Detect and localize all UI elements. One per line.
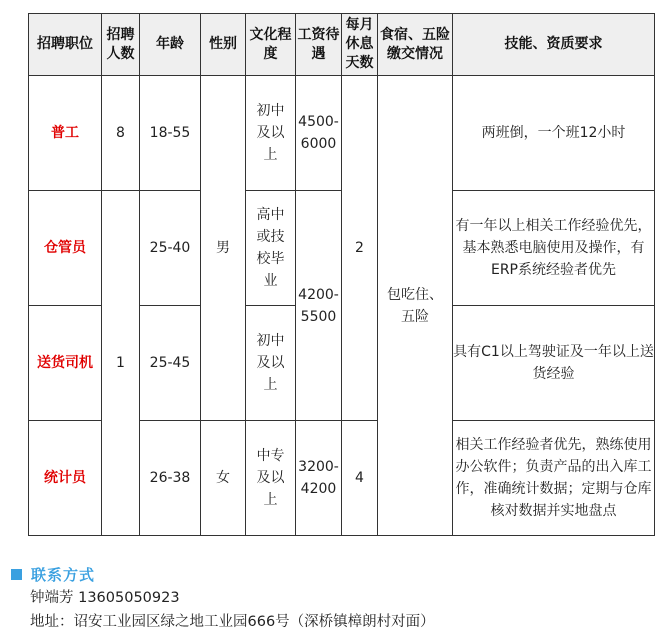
salary-cell: 4500- 6000 xyxy=(296,76,342,191)
education-cell: 初中 及以 上 xyxy=(246,306,296,421)
table-header-row xyxy=(29,14,655,76)
table-row xyxy=(29,76,655,191)
count-cell: 8 xyxy=(102,76,140,191)
header-age: 年龄 xyxy=(140,14,201,76)
header-benefits: 食宿、五险缴交情况 xyxy=(378,14,453,76)
age-cell: 25-40 xyxy=(140,191,201,306)
gender-cell: 男 xyxy=(201,76,246,421)
header-position: 招聘职位 xyxy=(29,14,102,76)
age-cell: 26-38 xyxy=(140,421,201,536)
position-cell: 仓管员 xyxy=(29,191,102,306)
contact-person: 钟端芳 13605050923 xyxy=(30,590,180,606)
position-cell: 统计员 xyxy=(29,421,102,536)
square-bullet-icon xyxy=(11,569,22,580)
rest-days-cell: 4 xyxy=(342,421,378,536)
age-cell: 25-45 xyxy=(140,306,201,421)
contact-section xyxy=(0,562,664,634)
skills-cell: 两班倒，一个班12小时 xyxy=(453,76,655,191)
skills-cell: 具有C1以上驾驶证及一年以上送货经验 xyxy=(453,306,655,421)
contact-title xyxy=(11,562,664,586)
education-cell: 中专 及以 上 xyxy=(246,421,296,536)
contact-address: 地址：诏安工业园区绿之地工业园666号（深桥镇樟朗村对面） xyxy=(30,614,435,630)
salary-cell: 4200- 5500 xyxy=(296,191,342,421)
header-gender: 性别 xyxy=(201,14,246,76)
gender-cell: 女 xyxy=(201,421,246,536)
recruitment-table xyxy=(28,13,655,536)
header-count: 招聘人数 xyxy=(102,14,140,76)
skills-cell: 有一年以上相关工作经验优先，基本熟悉电脑使用及操作，有ERP系统经验者优先 xyxy=(453,191,655,306)
age-cell: 18-55 xyxy=(140,76,201,191)
header-skills: 技能、资质要求 xyxy=(453,14,655,76)
education-cell: 高中 或技 校毕 业 xyxy=(246,191,296,306)
benefits-cell: 包吃住、 五险 xyxy=(378,76,453,536)
position-cell: 送货司机 xyxy=(29,306,102,421)
header-rest-days: 每月休息天数 xyxy=(342,14,378,76)
salary-cell: 3200- 4200 xyxy=(296,421,342,536)
skills-cell: 相关工作经验者优先，熟练使用办公软件；负责产品的出入库工作，准确统计数据；定期与仓库核对数据并实地盘点 xyxy=(453,421,655,536)
education-cell: 初中 及以 上 xyxy=(246,76,296,191)
contact-heading: 联系方式 xyxy=(31,565,96,584)
position-cell: 普工 xyxy=(29,76,102,191)
header-salary: 工资待遇 xyxy=(296,14,342,76)
rest-days-cell: 2 xyxy=(342,76,378,421)
header-education: 文化程度 xyxy=(246,14,296,76)
count-cell: 1 xyxy=(102,191,140,536)
